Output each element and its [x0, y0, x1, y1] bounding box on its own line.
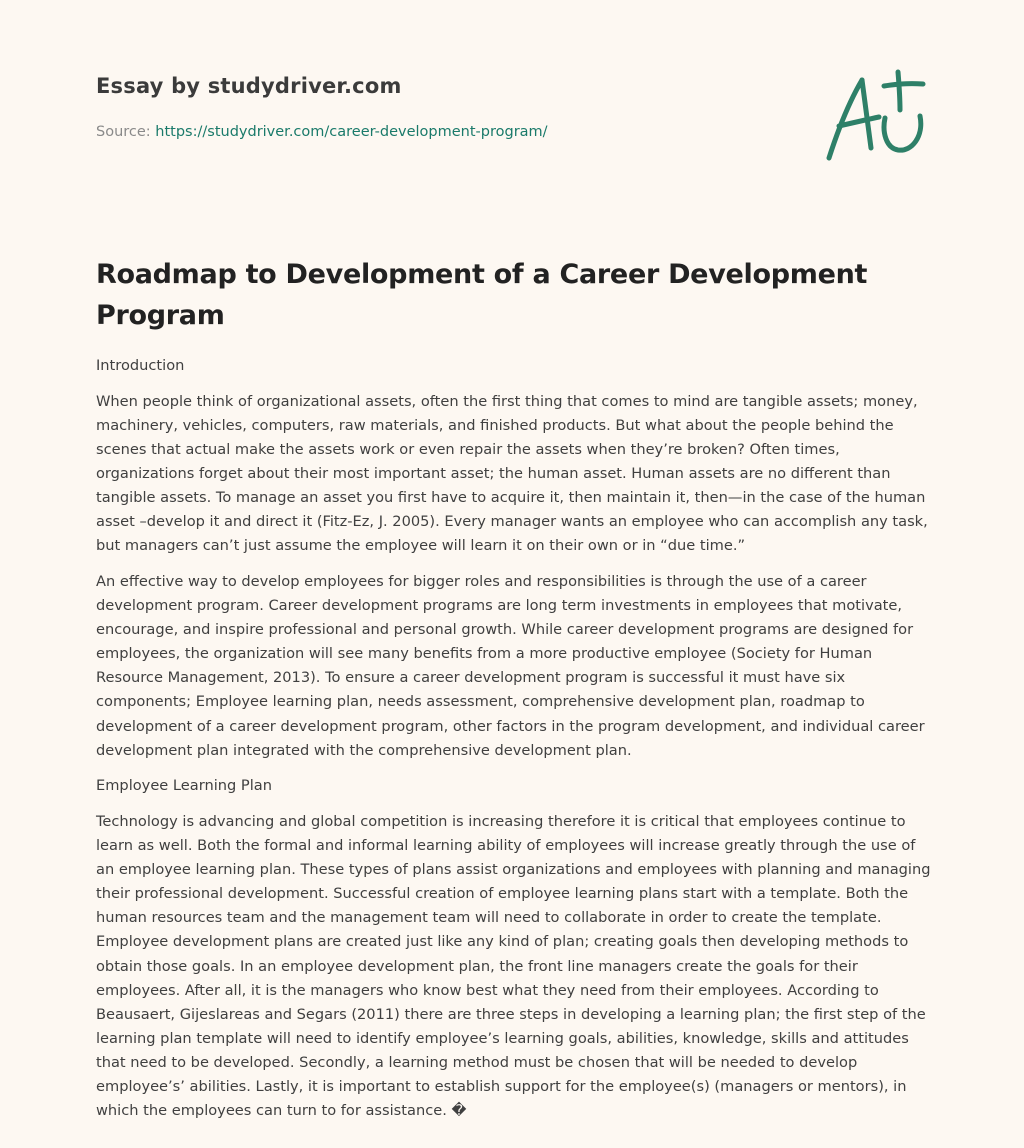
- site-title: Essay by studydriver.com: [96, 74, 402, 98]
- source-link[interactable]: https://studydriver.com/career-development-program/: [155, 124, 548, 140]
- source-label: Source:: [96, 124, 151, 140]
- document-body: [96, 354, 932, 1135]
- document-title: Roadmap to Development of a Career Development Program: [96, 259, 868, 331]
- paragraph: When people think of organizational assets, often the first thing that comes to mind are tangible assets; money, machinery, vehicles, computers, raw materials, and finished products. But what about the people behind the scenes that actual make the assets work or even repair the assets when they’re broken? Often times, organizations forget about their most important asset; the human asset. Human assets are no different than tangible assets. To manage an asset you first have to acquire it, then maintain it, then—in the case of the human asset –develop it and direct it (Fitz-Ez, J. 2005). Every manager wants an employee who can accomplish any task, but managers can’t just assume the employee will learn it on their own or in “due time.”: [96, 392, 928, 555]
- a-plus-logo-icon: [822, 68, 928, 164]
- section-heading: Employee Learning Plan: [96, 777, 272, 795]
- section-heading: Introduction: [96, 357, 185, 374]
- paragraph: Technology is advancing and global competition is increasing therefore it is critical that employees continue to learn as well. Both the formal and informal learning ability of employees will increase greatly through the use of an employee learning plan. These types of plans assist organizations and employees with planning and managing their professional development. Successful creation of employee learning plans start with a template. Both the human resources team and the management team will need to collaborate in order to create the template. Employee development plans are created just like any kind of plan; creating goals then developing methods to obtain those goals. In an employee development plan, the front line managers create the goals for their employees. After all, it is the managers who know best what they need from their employees. According to Beausaert, Gijeslareas and Segars (2011) there are three steps in developing a learning plan; the first step of the learning plan template will need to identify employee’s learning goals, abilities, knowledge, skills and attitudes that need to be developed. Secondly, a learning method must be chosen that will be needed to develop employee’s’ abilities. Lastly, it is important to establish support for the employee(s) (managers or mentors), in which the employees can turn to for assistance. �: [96, 812, 931, 1120]
- paragraph: An effective way to develop employees for bigger roles and responsibilities is through the use of a career development program. Career development programs are long term investments in employees that motivate, encourage, and inspire professional and personal growth. While career development programs are designed for employees, the organization will see many benefits from a more productive employee (Society for Human Resource Management, 2013). To ensure a career development program is successful it must have six components; Employee learning plan, needs assessment, comprehensive development plan, roadmap to development of a career development program, other factors in the program development, and individual career development plan integrated with the comprehensive development plan.: [96, 572, 925, 759]
- source-line: [96, 124, 548, 140]
